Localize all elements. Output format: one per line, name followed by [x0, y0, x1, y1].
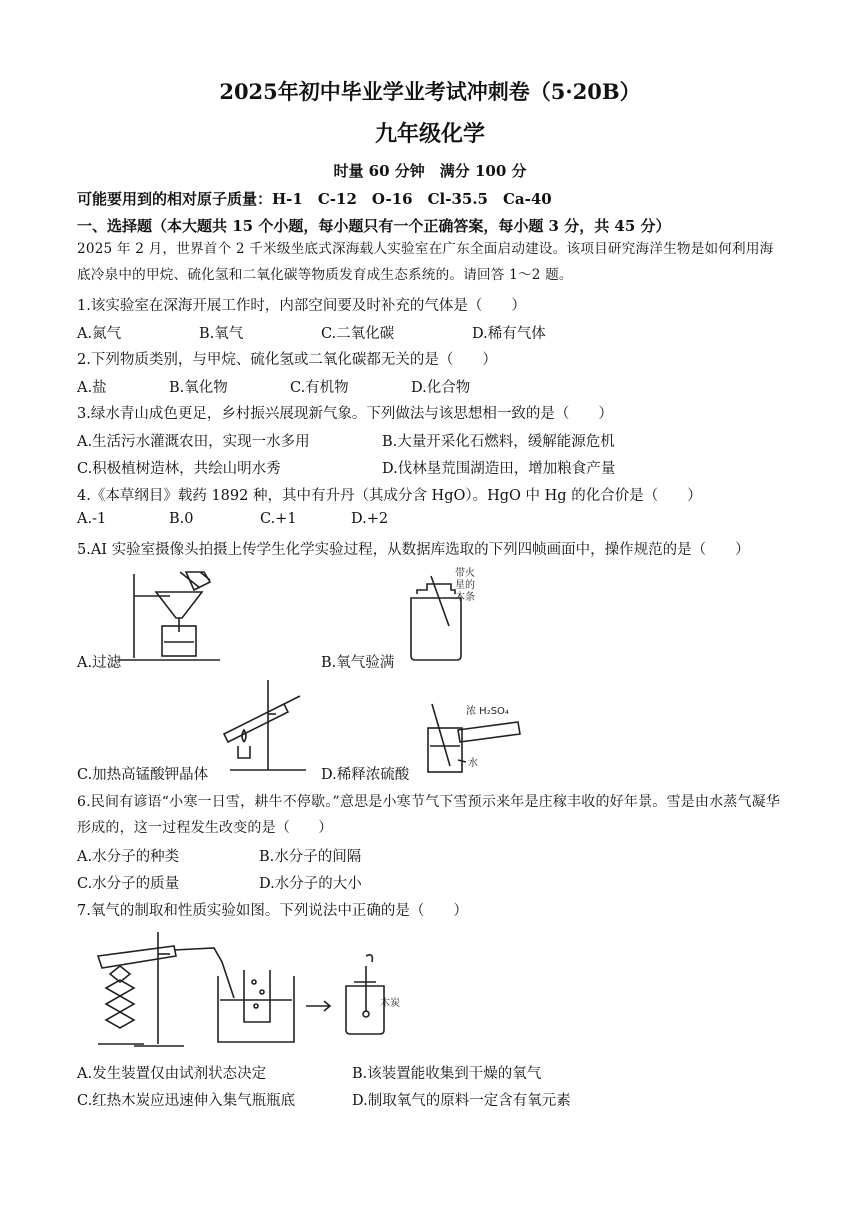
question-stem: 2.下列物质类别，与甲烷、硫化氢或二氧化碳都无关的是（ ） — [77, 352, 497, 368]
section-heading: 一、选择题（本大题共 15 个小题，每小题只有一个正确答案，每小题 3 分，共 45 分） — [77, 217, 671, 235]
option: D.水分子的大小 — [259, 876, 362, 892]
option: A.发生装置仅由试剂状态决定 — [77, 1066, 267, 1082]
option: A.水分子的种类 — [77, 849, 180, 865]
option: A.过滤 — [77, 655, 122, 671]
option: C.水分子的质量 — [77, 876, 180, 892]
question-stem: 3.绿水青山成色更足，乡村振兴展现新气象。下列做法与该思想相一致的是（ ） — [77, 406, 613, 422]
water-label: 水 — [468, 758, 478, 769]
option: C.有机物 — [290, 380, 349, 396]
option: B.大量开采化石燃料，缓解能源危机 — [382, 434, 615, 450]
option: A.氮气 — [77, 326, 122, 342]
charcoal-label: 木炭 — [380, 998, 400, 1009]
option: C.红热木炭应迅速伸入集气瓶瓶底 — [77, 1093, 296, 1109]
intro-passage: 2025 年 2 月，世界首个 2 千米级坐底式深海载人实验室在广东全面启动建设。该项目研究海洋生物是如何利用海底冷泉中的甲烷、硫化氢和二氧化碳等物质发育成生态系统的。请回答 1～2 题。 — [77, 241, 774, 283]
option: B.0 — [169, 511, 194, 527]
option: A.盐 — [77, 380, 107, 396]
option: C.积极植树造林，共绘山明水秀 — [77, 461, 281, 477]
option: B.该装置能收集到干燥的氧气 — [352, 1066, 542, 1082]
exam-title: 2025年初中毕业学业考试冲刺卷（5·20B） — [219, 79, 641, 104]
exam-time: 时量 60 分钟 满分 100 分 — [333, 162, 527, 180]
filtration-figure — [110, 568, 250, 666]
oxygen-apparatus-figure — [84, 926, 424, 1054]
option: D.+2 — [351, 511, 389, 527]
option: D.稀释浓硫酸 — [321, 767, 410, 783]
oxygen-test-figure — [395, 564, 505, 664]
option: D.稀有气体 — [472, 326, 546, 342]
option: A.生活污水灌溉农田，实现一水多用 — [77, 434, 310, 450]
dilution-figure — [418, 700, 538, 780]
option: D.伐林垦荒围湖造田，增加粮食产量 — [382, 461, 616, 477]
question-stem: 5.AI 实验室摄像头拍摄上传学生化学实验过程，从数据库选取的下列四帧画面中，操作规范的是（ ） — [77, 542, 750, 558]
heating-figure — [210, 676, 320, 776]
option: C.加热高锰酸钾晶体 — [77, 767, 209, 783]
splint-label-2: 星的 — [455, 580, 475, 591]
exam-subject: 九年级化学 — [374, 121, 485, 147]
option: C.+1 — [260, 511, 297, 527]
option: C.二氧化碳 — [321, 326, 395, 342]
option: D.制取氧气的原料一定含有氧元素 — [352, 1093, 571, 1109]
question-stem: 7.氧气的制取和性质实验如图。下列说法中正确的是（ ） — [77, 903, 468, 919]
splint-label-3: 木条 — [455, 592, 475, 603]
option: B.水分子的间隔 — [259, 849, 362, 865]
option: B.氧气验满 — [321, 655, 395, 671]
option: B.氧气 — [199, 326, 244, 342]
question-stem: 4.《本草纲目》载药 1892 种，其中有升丹（其成分含 HgO）。HgO 中 Hg 的化合价是（ ） — [77, 488, 702, 504]
acid-label: 浓 H₂SO₄ — [466, 706, 509, 717]
question-stem: 6.民间有谚语“小寒一日雪，耕牛不停歇。”意思是小寒节气下雪预示来年是庄稼丰收的好年景。雪是由水蒸气凝华形成的，这一过程发生改变的是（ ） — [77, 794, 781, 836]
splint-label-1: 带火 — [455, 568, 475, 579]
option: D.化合物 — [411, 380, 471, 396]
option: B.氧化物 — [169, 380, 228, 396]
option: A.-1 — [77, 511, 107, 527]
atomic-masses: 可能要用到的相对原子质量：H-1 C-12 O-16 Cl-35.5 Ca-40 — [77, 190, 552, 208]
question-stem: 1.该实验室在深海开展工作时，内部空间要及时补充的气体是（ ） — [77, 298, 526, 314]
